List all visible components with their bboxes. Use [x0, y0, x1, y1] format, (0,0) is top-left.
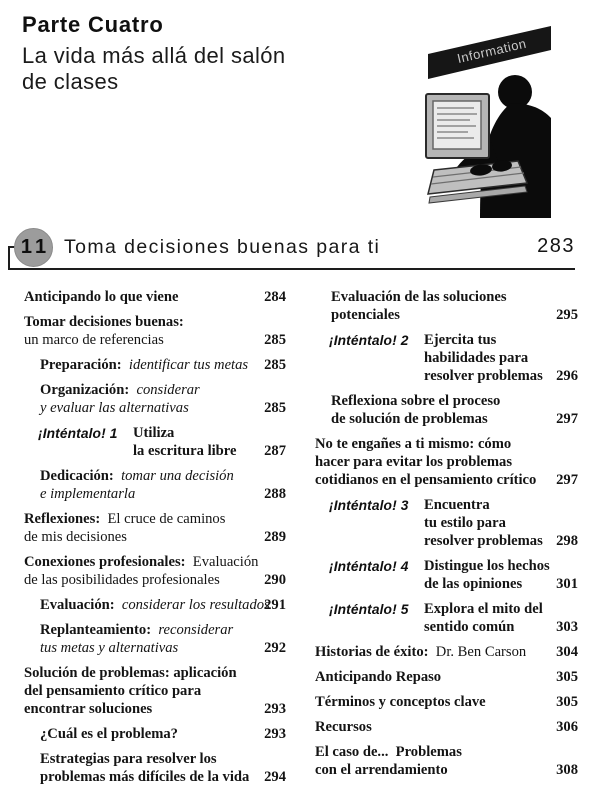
toc-entry	[315, 288, 578, 324]
toc-entry	[24, 725, 286, 743]
toc-text: de solución de problemas	[331, 411, 488, 427]
toc-line	[40, 467, 286, 485]
toc-line	[24, 664, 286, 682]
toc-text: un marco de referencias	[24, 332, 164, 348]
toc-page-number: 293	[264, 726, 286, 742]
toc-text: Anticipando Repaso	[315, 669, 442, 685]
toc-entry	[24, 664, 286, 718]
toc-entry-lines	[315, 743, 578, 779]
toc-page-number: 293	[264, 701, 286, 717]
toc-entry	[24, 356, 286, 374]
toc-text: potenciales	[331, 307, 400, 323]
toc-line	[40, 768, 286, 786]
toc-text: Preparación:	[40, 357, 129, 373]
chapter-bracket-vertical	[8, 246, 10, 269]
toc-entry	[315, 693, 578, 711]
toc-line: resolver problemas	[424, 533, 543, 549]
toc-text: Estrategias para resolver los	[40, 751, 217, 767]
toc-page-number: 308	[556, 762, 578, 778]
intentalo-label: ¡Inténtalo! 3	[329, 498, 409, 513]
toc-line: Encuentra	[424, 497, 490, 513]
toc-entry	[24, 553, 286, 589]
toc-entry	[24, 313, 286, 349]
toc-page-number: 297	[556, 472, 578, 488]
toc-entry-lines	[24, 510, 286, 546]
toc-line	[24, 553, 286, 571]
toc-entry-lines	[24, 313, 286, 349]
toc-page-number: 298	[556, 533, 578, 549]
toc-line	[24, 682, 286, 700]
toc-line	[315, 693, 578, 711]
toc-page-number: 285	[264, 357, 286, 373]
toc-line	[40, 596, 286, 614]
toc-line	[315, 453, 578, 471]
toc-line	[24, 288, 286, 306]
toc-text: problemas más difíciles de la vida	[40, 769, 250, 785]
toc-line	[315, 761, 578, 779]
toc-entry-lines	[424, 496, 543, 550]
toc-text: cotidianos en el pensamiento crítico	[315, 472, 537, 488]
toc-line	[24, 510, 286, 528]
intentalo-label: ¡Inténtalo! 1	[38, 426, 118, 441]
toc-text: No te engañes a ti mismo: cómo	[315, 436, 512, 452]
toc-page-number: 292	[264, 640, 286, 656]
toc-entry-lines	[24, 664, 286, 718]
toc-line	[315, 718, 578, 736]
toc-line	[40, 356, 286, 374]
chapter-title: Toma decisiones buenas para ti	[64, 236, 381, 258]
toc-text: Conexiones profesionales:	[24, 554, 193, 570]
toc-page-number: 295	[556, 307, 578, 323]
monitor-icon	[426, 94, 489, 158]
toc-line	[40, 399, 286, 417]
toc-line: de las opiniones	[424, 576, 523, 592]
toc-entry	[315, 643, 578, 661]
person-at-computer-illustration	[424, 20, 552, 218]
toc-line: Ejercita tus	[424, 332, 497, 348]
toc-text: Evaluación:	[40, 597, 122, 613]
toc-entry-intentalo	[315, 557, 578, 593]
toc-line: Utiliza	[133, 425, 175, 441]
toc-text: ¿Cuál es el problema?	[40, 726, 178, 742]
toc-entry	[315, 435, 578, 489]
toc-entry	[315, 668, 578, 686]
toc-entry-intentalo	[315, 331, 578, 385]
toc-text: identificar tus metas	[128, 357, 249, 373]
part-title	[22, 43, 286, 95]
toc-entry	[315, 392, 578, 428]
toc-text: Términos y conceptos clave	[315, 694, 486, 710]
intentalo-label: ¡Inténtalo! 5	[329, 602, 409, 617]
toc-line	[315, 643, 578, 661]
toc-line	[24, 700, 286, 718]
toc-line	[315, 668, 578, 686]
toc-column-right	[315, 288, 578, 793]
chapter-number-badge	[14, 228, 53, 267]
toc-line: habilidades para	[424, 350, 529, 366]
toc-entry	[24, 467, 286, 503]
chapter-rule	[8, 268, 575, 270]
toc-line	[331, 288, 578, 306]
toc-line	[315, 471, 578, 489]
toc-text: Evaluación	[192, 554, 259, 570]
toc-text: Replanteamiento:	[40, 622, 159, 638]
toc-entry-lines	[40, 621, 286, 657]
toc-page-number: 294	[264, 769, 286, 785]
toc-line: Distingue los hechos	[424, 558, 550, 574]
toc-entry-lines	[424, 331, 543, 385]
toc-entry	[24, 381, 286, 417]
toc-line: Explora el mito del	[424, 601, 543, 617]
toc-text: considerar los resultados	[121, 597, 270, 613]
toc-line	[331, 306, 578, 324]
toc-text: Anticipando lo que viene	[24, 289, 179, 305]
toc-text: El caso de...	[315, 744, 396, 760]
toc-line	[24, 313, 286, 331]
toc-page-number: 306	[556, 719, 578, 735]
toc-page-number: 303	[556, 619, 578, 635]
toc-entry-intentalo	[24, 424, 286, 460]
toc-text: con el arrendamiento	[315, 762, 448, 778]
toc-page-number: 297	[556, 411, 578, 427]
toc-page-number: 305	[556, 669, 578, 685]
toc-text: Organización:	[40, 382, 137, 398]
toc-entry-lines	[315, 435, 578, 489]
toc-entry-lines	[315, 668, 578, 686]
toc-page-number: 287	[264, 443, 286, 459]
toc-entry-lines	[40, 750, 286, 786]
toc-line: sentido común	[424, 619, 515, 635]
toc-line	[331, 410, 578, 428]
toc-page-number: 288	[264, 486, 286, 502]
toc-text: de mis decisiones	[24, 529, 127, 545]
toc-line: tu estilo para	[424, 515, 506, 531]
toc-page-number: 285	[264, 332, 286, 348]
toc-text: de las posibilidades profesionales	[24, 572, 220, 588]
toc-entry-lines	[40, 725, 286, 743]
toc-entry	[24, 621, 286, 657]
toc-line	[24, 528, 286, 546]
toc-text: tomar una decisión	[121, 468, 234, 484]
toc-line	[40, 485, 286, 503]
toc-page-number: 296	[556, 368, 578, 384]
information-banner-text: Information	[455, 35, 528, 67]
chapter-page-number: 283	[537, 235, 575, 257]
information-photo	[424, 20, 552, 218]
toc-text: del pensamiento crítico para	[24, 683, 202, 699]
toc-line	[331, 392, 578, 410]
toc-text: Evaluación de las soluciones	[331, 289, 507, 305]
toc-text: Solución de problemas: aplicación	[24, 665, 237, 681]
toc-entry-lines	[424, 557, 550, 593]
part-label: Parte Cuatro	[22, 12, 164, 37]
toc-entry	[24, 288, 286, 306]
toc-line	[24, 331, 286, 349]
part-title-line2: de clases	[22, 69, 119, 94]
toc-text: hacer para evitar los problemas	[315, 454, 513, 470]
toc-text: Reflexiona sobre el proceso	[331, 393, 501, 409]
part-title-line1: La vida más allá del salón	[22, 43, 286, 68]
toc-line: resolver problemas	[424, 368, 543, 384]
toc-entry-intentalo	[315, 496, 578, 550]
toc-line	[315, 743, 578, 761]
toc-page-number: 305	[556, 694, 578, 710]
toc-page-number: 290	[264, 572, 286, 588]
toc-line: la escritura libre	[133, 443, 237, 459]
toc-entry-lines	[315, 718, 578, 736]
toc-entry-lines	[40, 381, 286, 417]
toc-line	[40, 639, 286, 657]
intentalo-label: ¡Inténtalo! 2	[329, 333, 409, 348]
toc-text: e implementarla	[40, 486, 136, 502]
toc-entry	[24, 750, 286, 786]
toc-line	[40, 381, 286, 399]
intentalo-label: ¡Inténtalo! 4	[329, 559, 409, 574]
toc-text: Dedicación:	[40, 468, 122, 484]
toc-line	[315, 435, 578, 453]
toc-text: Recursos	[315, 719, 372, 735]
toc-entry-lines	[331, 288, 578, 324]
toc-entry-lines	[40, 356, 286, 374]
toc-text: y evaluar las alternativas	[40, 400, 189, 416]
toc-entry-lines	[24, 553, 286, 589]
toc-text: Tomar decisiones buenas:	[24, 314, 184, 330]
toc-text: tus metas y alternativas	[40, 640, 179, 656]
toc-line	[40, 621, 286, 639]
toc-text: Reflexiones:	[24, 511, 108, 527]
toc-page-number: 291	[264, 597, 286, 613]
toc-line	[40, 725, 286, 743]
toc-entry-lines	[24, 288, 286, 306]
toc-text: reconsiderar	[158, 622, 234, 638]
toc-text: encontrar soluciones	[24, 701, 153, 717]
toc-entry-intentalo	[315, 600, 578, 636]
toc-entry-lines	[40, 596, 286, 614]
toc-page-number: 304	[556, 644, 578, 660]
toc-text: Problemas	[395, 744, 462, 760]
toc-text: El cruce de caminos	[107, 511, 226, 527]
toc-line	[40, 750, 286, 768]
toc-entry	[315, 743, 578, 779]
toc-entry-lines	[331, 392, 578, 428]
toc-entry-lines	[424, 600, 543, 636]
toc-page-number: 289	[264, 529, 286, 545]
toc-entry-lines	[315, 643, 578, 661]
toc-entry-lines	[315, 693, 578, 711]
chapter-number: 11	[20, 236, 51, 258]
toc-entry-lines	[40, 467, 286, 503]
toc-page-number: 284	[264, 289, 286, 305]
toc-entry	[315, 718, 578, 736]
toc-entry	[24, 596, 286, 614]
toc-entry-lines	[133, 424, 236, 460]
toc-column-left	[24, 288, 286, 793]
toc-text: considerar	[136, 382, 200, 398]
toc-page-number: 285	[264, 400, 286, 416]
toc-page-number: 301	[556, 576, 578, 592]
toc-text: Historias de éxito:	[315, 644, 436, 660]
toc-line	[24, 571, 286, 589]
toc-entry	[24, 510, 286, 546]
toc-text: Dr. Ben Carson	[435, 644, 527, 660]
table-of-contents	[24, 288, 578, 793]
